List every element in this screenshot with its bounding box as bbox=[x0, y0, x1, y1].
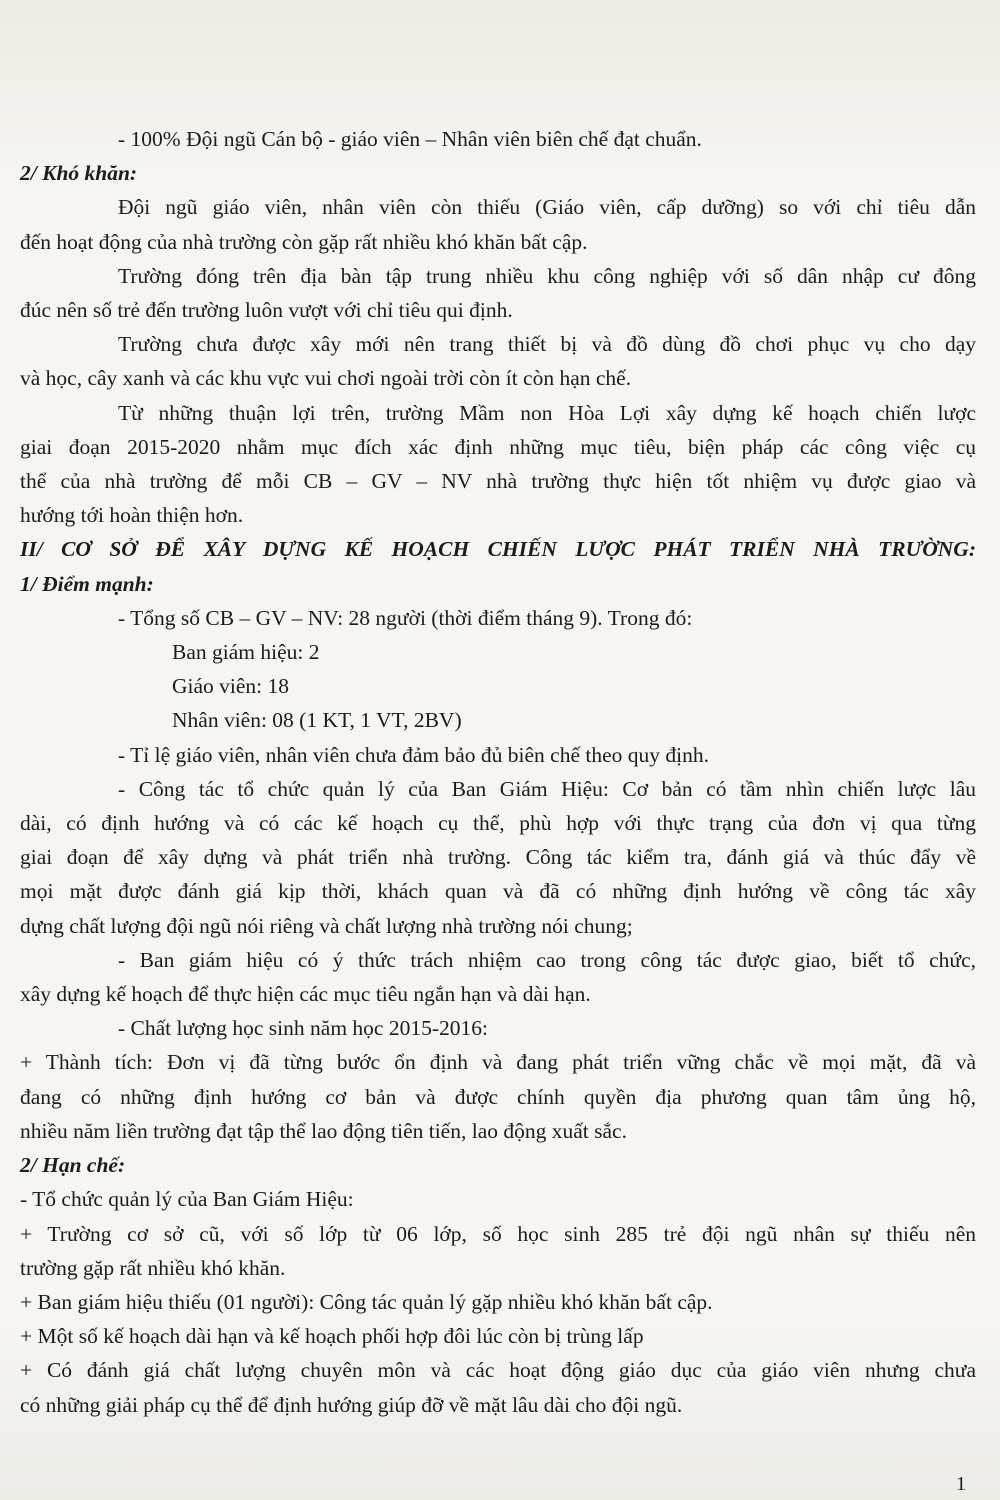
text-line: thể của nhà trường để mỗi CB – GV – NV nhà trường thực hiện tốt nhiệm vụ được giao và bbox=[20, 469, 976, 494]
text-line: đang có những định hướng cơ bản và được chính quyền địa phương quan tâm ủng hộ, bbox=[20, 1084, 976, 1109]
text-line: nhiều năm liền trường đạt tập thể lao động tiên tiến, lao động xuất sắc. bbox=[20, 1118, 627, 1143]
text-line: Trường đóng trên địa bàn tập trung nhiều khu công nghiệp với số dân nhập cư đông bbox=[118, 263, 976, 288]
text-line: xây dựng kế hoạch để thực hiện các mục tiêu ngắn hạn và dài hạn. bbox=[20, 982, 591, 1007]
section-heading-difficulties: 2/ Khó khăn: bbox=[20, 161, 138, 186]
text-line: - Ban giám hiệu có ý thức trách nhiệm cao trong công tác được giao, biết tổ chức, bbox=[118, 947, 976, 972]
text-line: hướng tới hoàn thiện hơn. bbox=[20, 503, 244, 528]
text-line: trường gặp rất nhiều khó khăn. bbox=[20, 1255, 286, 1280]
text-line: - Công tác tổ chức quản lý của Ban Giám Hiệu: Cơ bản có tầm nhìn chiến lược lâu bbox=[118, 776, 976, 801]
staff-count-line: Nhân viên: 08 (1 KT, 1 VT, 2BV) bbox=[172, 708, 462, 733]
text-line: Trường chưa được xây mới nên trang thiết bị và đồ dùng đồ chơi phục vụ cho dạy bbox=[118, 332, 976, 357]
staff-count-line: Ban giám hiệu: 2 bbox=[172, 640, 320, 665]
text-line: và học, cây xanh và các khu vực vui chơi ngoài trời còn ít còn hạn chế. bbox=[20, 366, 632, 391]
text-line: có những giải pháp cụ thể để định hướng giúp đỡ về mặt lâu dài cho đội ngũ. bbox=[20, 1392, 683, 1417]
section-heading-limitations: 2/ Hạn chế: bbox=[20, 1153, 126, 1178]
text-line: - Tổ chức quản lý của Ban Giám Hiệu: bbox=[20, 1187, 354, 1212]
text-line: Từ những thuận lợi trên, trường Mầm non Hòa Lợi xây dựng kế hoạch chiến lược bbox=[118, 400, 976, 425]
text-line: + Trường cơ sở cũ, với số lớp từ 06 lớp, số học sinh 285 trẻ đội ngũ nhân sự thiếu nên bbox=[20, 1221, 976, 1246]
page-number: 1 bbox=[956, 1473, 966, 1495]
text-line: Đội ngũ giáo viên, nhân viên còn thiếu (Giáo viên, cấp dưỡng) so với chỉ tiêu dẫn bbox=[118, 195, 976, 220]
text-line: dài, có định hướng và có các kế hoạch cụ thể, phù hợp với thực trạng của đơn vị qua từng bbox=[20, 811, 976, 836]
text-line: đến hoạt động của nhà trường còn gặp rất nhiều khó khăn bất cập. bbox=[20, 229, 588, 254]
text-line: - Chất lượng học sinh năm học 2015-2016: bbox=[118, 1016, 488, 1041]
text-line: đúc nên số trẻ đến trường luôn vượt với chỉ tiêu qui định. bbox=[20, 298, 513, 323]
text-line: - Tổng số CB – GV – NV: 28 người (thời điểm tháng 9). Trong đó: bbox=[118, 605, 693, 630]
text-line: - Tỉ lệ giáo viên, nhân viên chưa đảm bảo đủ biên chế theo quy định. bbox=[118, 742, 709, 767]
text-line: + Một số kế hoạch dài hạn và kế hoạch phối hợp đôi lúc còn bị trùng lấp bbox=[20, 1324, 644, 1349]
staff-count-line: Giáo viên: 18 bbox=[172, 674, 290, 699]
text-line: + Thành tích: Đơn vị đã từng bước ổn định và đang phát triển vững chắc về mọi mặt, đã và bbox=[20, 1050, 976, 1075]
text-line: mọi mặt được đánh giá kịp thời, khách quan và đã có những định hướng về công tác xây bbox=[20, 879, 976, 904]
text-line: + Có đánh giá chất lượng chuyên môn và các hoạt động giáo dục của giáo viên nhưng chưa bbox=[20, 1358, 976, 1383]
text-line: + Ban giám hiệu thiếu (01 người): Công tác quản lý gặp nhiều khó khăn bất cập. bbox=[20, 1289, 713, 1314]
text-line: dựng chất lượng đội ngũ nói riêng và chất lượng nhà trường nói chung; bbox=[20, 913, 633, 938]
text-line: giai đoạn 2015-2020 nhằm mục đích xác định những mục tiêu, biện pháp các công việc cụ bbox=[20, 434, 976, 459]
section-heading-basis: II/ CƠ SỞ ĐỂ XÂY DỰNG KẾ HOẠCH CHIẾN LƯỢC PHÁT TRIỂN NHÀ TRƯỜNG: bbox=[20, 537, 976, 562]
text-line: giai đoạn để xây dựng và phát triển nhà trường. Công tác kiểm tra, đánh giá và thúc đẩy về bbox=[20, 845, 976, 870]
section-heading-strengths: 1/ Điểm mạnh: bbox=[20, 571, 154, 596]
text-line: - 100% Đội ngũ Cán bộ - giáo viên – Nhân viên biên chế đạt chuẩn. bbox=[118, 127, 702, 151]
